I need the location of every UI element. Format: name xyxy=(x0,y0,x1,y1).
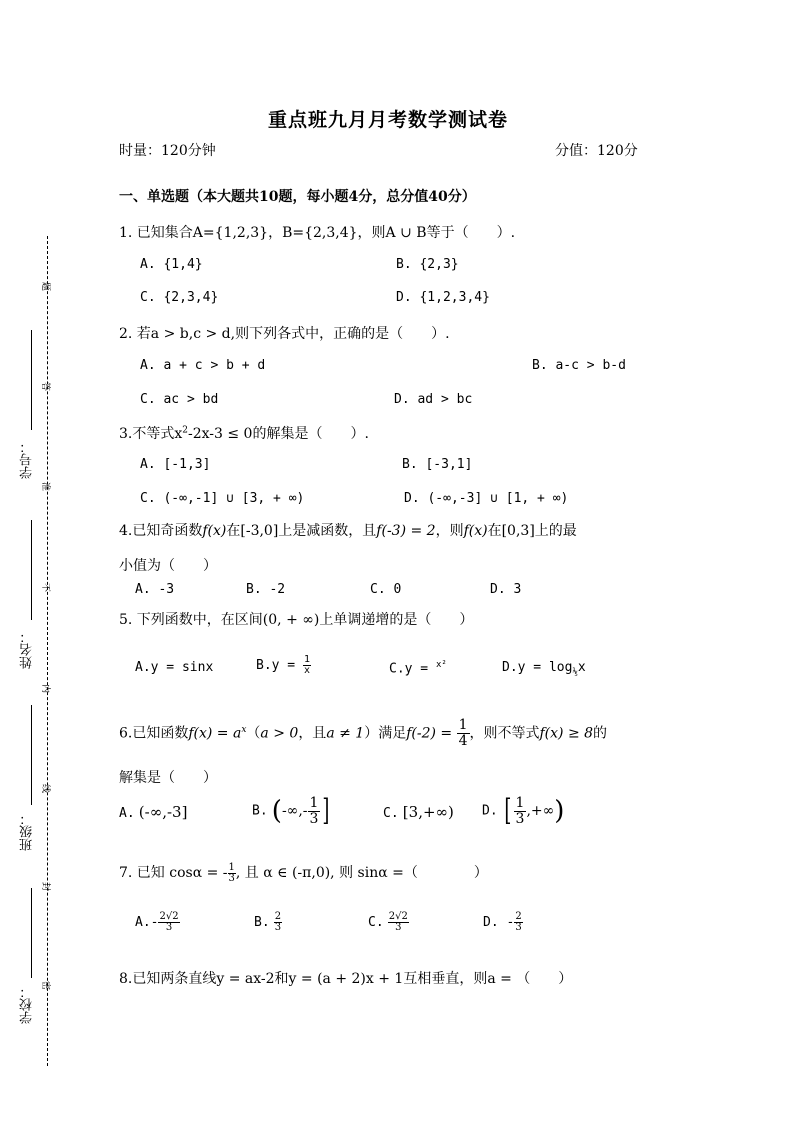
question-7-stem: 7. 已知 cosα = - $\frac{1}{3}$ , 且 α ∈ (-π,0), 则 sinα =（ ） xyxy=(119,861,488,884)
q6-option-d: D. [ $\frac{1}{3}$ ,+∞) xyxy=(482,793,565,828)
question-2-stem: 2. 若a > b,c > d,则下列各式中，正确的是（ ）. xyxy=(119,326,450,342)
name-label: 姓名： xyxy=(20,630,35,669)
q4-option-d: D. 3 xyxy=(490,582,522,597)
q5-option-c: C.y = $^{x^2}$ xyxy=(389,660,447,677)
q5-option-b: B.y = $\frac{1}{x}$ xyxy=(256,654,310,676)
q3-option-c: C. (-∞,-1] ∪ [3, + ∞) xyxy=(140,491,305,506)
q2-option-a: A. a + c > b + d xyxy=(140,358,266,373)
question-6-stem-line2: 解集是（ ） xyxy=(119,770,217,786)
q7-option-d: D. - $\frac{2}{3}$ xyxy=(483,911,522,933)
q7-option-c: C. $\frac{2√2}{3}$ xyxy=(368,911,408,933)
seal-char: 题 xyxy=(42,280,51,290)
section-heading: 一、单选题（本大题共10题，每小题4分，总分值40分） xyxy=(119,189,476,205)
q4-option-c: C. 0 xyxy=(370,582,402,597)
q5-option-a: A.y = sinx xyxy=(135,660,214,675)
page-title: 重点班九月月考数学测试卷 xyxy=(268,109,509,131)
q2-option-c: C. ac > bd xyxy=(140,392,219,407)
q3-option-b: B. [-3,1] xyxy=(402,457,473,472)
question-4-stem-line2: 小值为（ ） xyxy=(119,558,217,574)
seal-char: 线 xyxy=(42,782,51,792)
q1-option-d: D. {1,2,3,4} xyxy=(396,290,490,305)
q5-option-d: $D.y = \log_{\frac{1}{5}}x$ xyxy=(502,660,586,678)
q1-option-b: B. {2,3} xyxy=(396,257,459,272)
q1-option-c: C. {2,3,4} xyxy=(140,290,219,305)
q6-option-c: C. [3,+∞) xyxy=(383,803,454,821)
q4-option-b: B. -2 xyxy=(246,582,286,597)
q3-option-a: A. [-1,3] xyxy=(140,457,211,472)
q2-option-d: D. ad > bc xyxy=(394,392,473,407)
q7-option-b: B. $\frac{2}{3}$ xyxy=(254,911,282,933)
q1-option-a: A. {1,4} xyxy=(140,257,203,272)
seal-char: 封 xyxy=(42,880,51,890)
class-label: 班级： xyxy=(20,812,35,851)
q2-option-b: B. a-c > b-d xyxy=(532,358,626,373)
seal-char: 准 xyxy=(42,480,51,490)
seal-char: 不 xyxy=(42,581,51,591)
q6-option-a: A. (-∞,-3] xyxy=(119,803,188,821)
question-3-stem: 3.不等式$x^2-2x-3 \le 0$的解集是（ ）. xyxy=(119,425,369,442)
seal-char: 密 xyxy=(42,979,51,989)
school-blank xyxy=(31,888,32,978)
name-blank xyxy=(31,520,32,620)
q3-option-d: D. (-∞,-3] ∪ [1, + ∞) xyxy=(404,491,569,506)
student-id-label: 学号： xyxy=(20,440,35,479)
class-blank xyxy=(31,705,32,805)
seal-char: 内 xyxy=(42,682,51,692)
question-1-stem: 1. 已知集合A={1,2,3}，B={2,3,4}，则A ∪ B等于（ ）. xyxy=(119,225,516,241)
seal-char: 答 xyxy=(42,380,51,390)
school-label: 学校： xyxy=(20,985,35,1024)
q6-option-b: B. (-∞,- $\frac{1}{3}$ ] xyxy=(252,793,330,828)
q7-option-a: A.- $\frac{2√2}{3}$ xyxy=(135,911,179,933)
student-id-blank xyxy=(31,330,32,430)
question-5-stem: 5. 下列函数中，在区间(0, + ∞)上单调递增的是（ ） xyxy=(119,612,474,628)
question-6-stem-line1: 6.已知函数$f(x) = a^x(a > 0$，且a ≠ 1）满足f(-2) = $\frac{1}{4}$ ，则不等式f(x) ≥ 8的 xyxy=(119,717,608,749)
question-8-stem: 8.已知两条直线y = ax-2和y = (a + 2)x + 1互相垂直，则a = （ ） xyxy=(119,971,573,987)
q4-option-a: A. -3 xyxy=(135,582,175,597)
total-score: 分值：120分 xyxy=(555,143,638,159)
time-limit: 时量：120分钟 xyxy=(119,143,216,159)
question-4-stem-line1: 4.已知奇函数f(x)在[-3,0]上是减函数，且f(-3) = 2，则f(x)在[0,3]上的最 xyxy=(119,523,577,539)
binding-dashed-line xyxy=(47,236,48,1066)
